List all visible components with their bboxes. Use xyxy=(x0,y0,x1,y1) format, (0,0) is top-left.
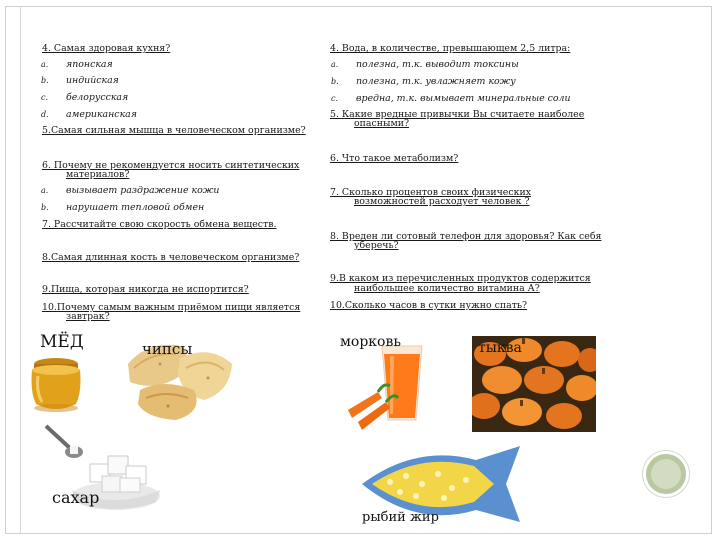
right-q7-line2: возможностей расходует человек ? xyxy=(354,196,530,207)
left-q10-line2: завтрак? xyxy=(66,311,110,322)
left-q6-line2: материалов? xyxy=(66,169,130,180)
left-q6-line1: 6. Почему не рекомендуется носить синтетических xyxy=(42,160,300,171)
left-q10-line1: 10.Почему самым важным приёмом пищи является xyxy=(42,302,301,313)
left-q9: 9.Пища, которая никогда не испортится? xyxy=(42,284,249,295)
right-q6: 6. Что такое метаболизм? xyxy=(330,153,459,164)
right-q9-line1: 9.В каком из перечисленных продуктов содержится xyxy=(330,273,591,284)
decorative-circle-inner xyxy=(651,459,681,489)
right-q7-line1: 7. Сколько процентов своих физических xyxy=(330,187,531,198)
right-q8-line1: 8. Вреден ли сотовый телефон для здоровья? Как себя xyxy=(330,231,602,242)
left-q4-option-d: d. американская xyxy=(41,109,137,120)
left-q6-option-b: b. нарушает тепловой обмен xyxy=(41,202,205,213)
right-q5-line1: 5. Какие вредные привычки Вы считаете наиболее xyxy=(330,109,585,120)
honey-jar-image xyxy=(26,352,86,414)
right-q5-line2: опасными? xyxy=(354,118,410,129)
chips-label: чипсы xyxy=(142,340,193,358)
carrot-juice-image xyxy=(338,340,438,432)
margin-line xyxy=(20,6,21,534)
right-q4-option-c: c. вредна, т.к. вымывает минеральные соли xyxy=(331,93,571,104)
left-q4-option-b: b. индийская xyxy=(41,75,119,86)
sugar-label: сахар xyxy=(52,488,100,507)
left-q4: 4. Самая здоровая кухня? xyxy=(42,43,171,54)
left-q6-option-a: a. вызывает раздражение кожи xyxy=(41,185,220,196)
honey-label: МЁД xyxy=(40,332,84,352)
fish-oil-label: рыбий жир xyxy=(362,510,439,525)
left-q8: 8.Самая длинная кость в человеческом организме? xyxy=(42,252,300,263)
left-q4-option-c: c. белорусская xyxy=(41,92,129,103)
right-q4-option-b: b. полезна, т.к. увлажняет кожу xyxy=(331,76,516,87)
carrot-label: морковь xyxy=(340,334,401,350)
pumpkin-label: тыква xyxy=(478,340,522,356)
right-q4: 4. Вода, в количестве, превышающем 2,5 литра: xyxy=(330,43,571,54)
right-q9-line2: наибольшее количество витамина А? xyxy=(354,283,540,294)
right-q10: 10.Сколько часов в сутки нужно спать? xyxy=(330,300,528,311)
right-q8-line2: уберечь? xyxy=(354,240,399,251)
decorative-circle xyxy=(643,451,689,497)
left-q7: 7. Рассчитайте свою скорость обмена веществ. xyxy=(42,219,277,230)
left-q5: 5.Самая сильная мышца в человеческом организме? xyxy=(42,125,306,136)
right-q4-option-a: a. полезна, т.к. выводит токсины xyxy=(331,59,519,70)
left-q4-option-a: a. японская xyxy=(41,59,113,70)
